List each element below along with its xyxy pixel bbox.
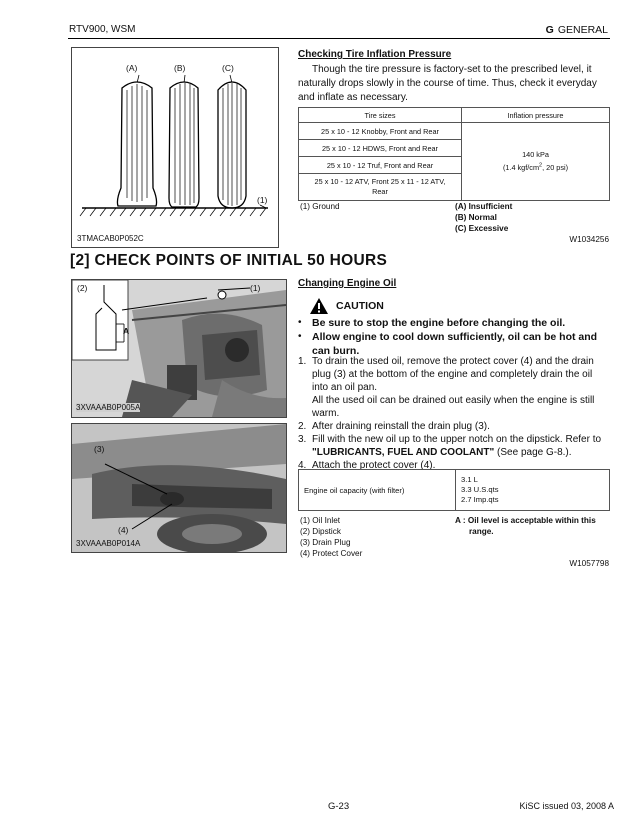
- tire-description: Though the tire pressure is factory-set to the prescribed level, it naturally drops slowly in the course of time. Thus, check it everyday and inflate as necessary.: [298, 64, 597, 103]
- tire-label-c: (C): [222, 63, 234, 73]
- tire-size-cell: 25 x 10 - 12 HDWS, Front and Rear: [299, 140, 462, 157]
- note-line: A : Oil level is acceptable within this: [455, 516, 596, 525]
- tire-section-title: Checking Tire Inflation Pressure: [298, 49, 452, 60]
- legend-normal: (B) Normal: [455, 213, 497, 222]
- col-header-pressure: Inflation pressure: [462, 108, 610, 123]
- step-note: All the used oil can be drained out easily when the engine is still warm.: [312, 395, 595, 419]
- level-label: A: [123, 326, 130, 336]
- tire-size-cell: 25 x 10 - 12 ATV, Front 25 x 11 - 12 ATV, Rear: [299, 174, 462, 201]
- step-number: 1.: [298, 356, 307, 367]
- legend-excessive: (C) Excessive: [455, 224, 509, 233]
- dipstick-label: (2): [77, 283, 88, 293]
- step-2: [298, 420, 610, 433]
- capacity-us-qts: 3.3 U.S.qts: [461, 485, 499, 494]
- caution-text: Allow engine to cool down sufficiently, oil can be hot and can burn.: [312, 331, 598, 357]
- pressure-cell: [462, 123, 610, 201]
- engine-photo-figure: [71, 279, 287, 418]
- capacity-imp-qts: 2.7 Imp.qts: [461, 495, 499, 504]
- section-letter: G: [545, 24, 554, 36]
- drain-plug-figure: [71, 423, 287, 553]
- oil-doc-code: W1057798: [569, 559, 609, 568]
- note-line: range.: [469, 527, 494, 536]
- caution-label: CAUTION: [336, 300, 384, 312]
- page-number: G-23: [328, 801, 350, 812]
- tire-label-a: (A): [126, 63, 138, 73]
- pressure-sup: 2: [539, 162, 543, 169]
- caution-bullet: [298, 330, 610, 358]
- step-3: [298, 433, 610, 459]
- legend-insufficient: (A) Insufficient: [455, 202, 513, 211]
- bullet-dot: •: [298, 331, 302, 342]
- tire-illustration: [72, 48, 278, 247]
- bullet-dot: •: [298, 317, 302, 328]
- oil-capacity-table: [298, 469, 610, 511]
- step-number: 3.: [298, 434, 307, 445]
- protect-cover-label: (4): [118, 525, 129, 535]
- tire-doc-code: W1034256: [569, 235, 609, 244]
- step-text: To drain the used oil, remove the protect cover (4) and the drain plug (3) at the bottom of the engine and completely drain the oil into an oil pan.: [312, 356, 594, 393]
- procedure-steps: [298, 355, 610, 472]
- step-1: [298, 355, 610, 420]
- step-text: Attach the protect cover (4).: [312, 460, 436, 471]
- section-heading: [2] CHECK POINTS OF INITIAL 50 HOURS: [70, 252, 388, 269]
- capacity-label: Engine oil capacity (with filter): [299, 470, 456, 511]
- legend-item: (2) Dipstick: [300, 527, 341, 536]
- step-body: [312, 355, 610, 420]
- step-number: 2.: [298, 421, 307, 432]
- pressure-kgf: (1.4 kgf/cm: [502, 162, 540, 172]
- lubricants-reference: "LUBRICANTS, FUEL AND COOLANT": [312, 447, 495, 458]
- step-text: After draining reinstall the drain plug (3).: [312, 421, 490, 432]
- capacity-values: [456, 470, 610, 511]
- figure-code: 3XVAAAB0P014A: [76, 539, 141, 548]
- figure-code: 3TMACAB0P052C: [77, 234, 144, 243]
- page-reference: (See page G-8.).: [494, 447, 572, 458]
- figure-code: 3XVAAAB0P005A: [76, 403, 141, 412]
- warning-triangle-icon: [309, 297, 329, 315]
- tire-figure: [71, 47, 279, 248]
- header-rule: [68, 38, 610, 39]
- step-number: 4.: [298, 460, 307, 471]
- section-header: [546, 24, 608, 36]
- legend-item: (3) Drain Plug: [300, 538, 351, 547]
- tire-label-b: (B): [174, 63, 186, 73]
- engine-photo: [72, 280, 286, 417]
- legend-item: (4) Protect Cover: [300, 549, 363, 558]
- section-name: GENERAL: [557, 24, 608, 36]
- pressure-kpa: 140 kPa: [522, 150, 549, 160]
- caution-bullet: [298, 316, 610, 330]
- pressure-psi: , 20 psi): [542, 162, 569, 172]
- oil-legend: [300, 515, 362, 559]
- tire-legend-states: [455, 201, 512, 234]
- drain-plug-label: (3): [94, 444, 105, 454]
- tire-legend-ground: (1) Ground: [300, 202, 340, 211]
- tire-size-cell: 25 x 10 - 12 Knobby, Front and Rear: [299, 123, 462, 140]
- oil-level-note: [455, 515, 596, 537]
- oil-inlet-label: (1): [250, 283, 261, 293]
- caution-text: Be sure to stop the engine before changing the oil.: [312, 317, 566, 329]
- tire-pressure-table: [298, 107, 610, 201]
- step-text: [312, 433, 610, 459]
- manual-title: RTV900, WSM: [69, 24, 136, 35]
- legend-item: (1) Oil Inlet: [300, 516, 341, 525]
- capacity-liters: 3.1 L: [461, 475, 478, 484]
- caution-bullets: [298, 316, 610, 358]
- pressure-other: [503, 163, 568, 172]
- step3-text: Fill with the new oil up to the upper notch on the dipstick. Refer to: [312, 434, 602, 445]
- issue-info: KiSC issued 03, 2008 A: [519, 801, 614, 811]
- oil-section-title: Changing Engine Oil: [298, 278, 397, 289]
- tire-size-cell: 25 x 10 - 12 Truf, Front and Rear: [299, 157, 462, 174]
- ground-label: (1): [257, 195, 268, 205]
- col-header-sizes: Tire sizes: [299, 108, 462, 123]
